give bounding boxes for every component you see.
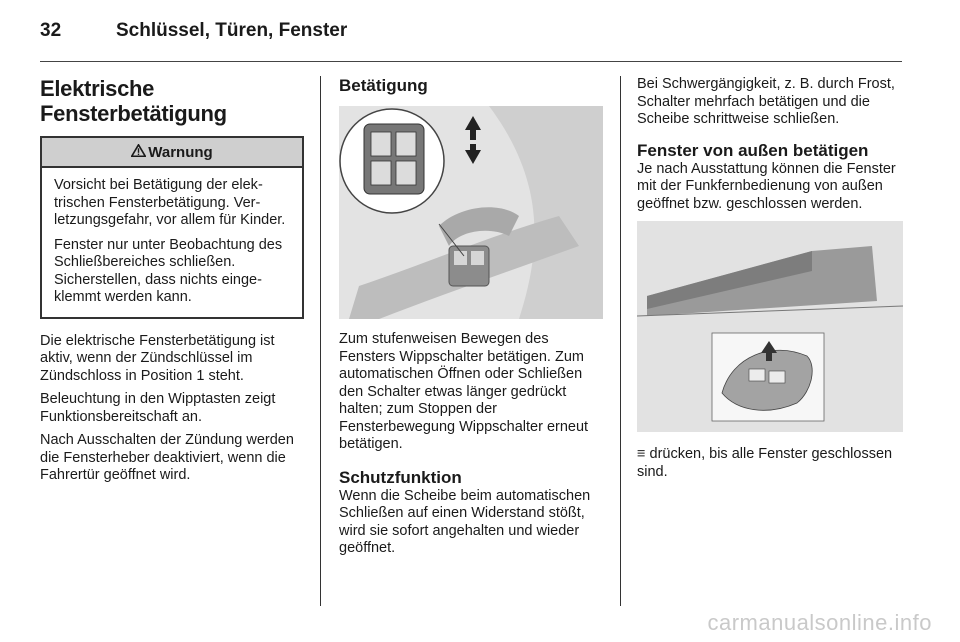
paragraph-2: Beleuchtung in den Wipptasten zeigt Funktionsbereitschaft an.: [40, 391, 276, 425]
paragraph-lock-text: drücken, bis alle Fenster geschlossen sind.: [637, 446, 893, 480]
paragraph-betaetigung: Zum stufenweisen Bewegen des Fensters Wippschalter betätigen. Zum automatischen Öffnen oder Schließen den Schalter etwas länger gedrückt halten; zum Stoppen der Fensterbewegung Wippschalter erneut betätigen.: [339, 331, 589, 452]
section-title: [40, 76, 304, 126]
column-3: [637, 76, 903, 487]
warning-text-1: Vorsicht bei Betätigung der elektrischen Fensterbetätigung. Verletzungsgefahr, vor allem für Kinder.: [54, 177, 286, 228]
paragraph-lock-button: [637, 446, 903, 481]
window-switch-illustration: [339, 106, 603, 319]
page-number: 32: [40, 20, 62, 41]
column-divider-2: [620, 76, 621, 606]
warning-label: Warnung: [148, 144, 213, 161]
section-title-line2: Fensterbetätigung: [40, 101, 227, 126]
remote-key-illustration: [637, 221, 903, 432]
subsection-title-aussen: Fenster von außen betätigen: [637, 140, 869, 160]
paragraph-schutzfunktion: Wenn die Scheibe beim automatischen Schließen auf einen Widerstand stößt, wird sie sofort angehalten und wieder geöffnet.: [339, 487, 591, 556]
chapter-title: Schlüssel, Türen, Fenster: [116, 20, 348, 41]
paragraph-schwergaengigkeit: Bei Schwergängigkeit, z. B. durch Frost, Schalter mehrfach betätigen und die Scheibe schrittweise schließen.: [637, 76, 895, 127]
watermark: carmanualsonline.info: [707, 610, 932, 635]
lock-button-symbol: ≡: [637, 446, 646, 462]
paragraph-1: Die elektrische Fensterbetätigung ist aktiv, wenn der Zündschlüssel im Zündschloss in Position 1 steht.: [40, 332, 275, 384]
column-2: [339, 76, 603, 564]
header-rule: [40, 61, 902, 62]
subsection-title-schutzfunktion: Schutzfunktion: [339, 467, 462, 487]
warning-triangle-icon: [131, 144, 146, 161]
section-title-line1: Elektrische: [40, 76, 155, 101]
column-divider-1: [320, 76, 321, 606]
page-header: [40, 20, 347, 50]
warning-header: [42, 138, 302, 168]
warning-text-2: Fenster nur unter Beobachtung des Schließbereiches schließen. Sicherstellen, dass nichts eingeklemmt werden kann.: [54, 236, 283, 305]
column-1: [40, 76, 304, 491]
paragraph-3: Nach Ausschalten der Zündung werden die Fensterheber deaktiviert, wenn die Fahrertür geöffnet wird.: [40, 432, 294, 483]
paragraph-aussen: Je nach Ausstattung können die Fenster mit der Funkfernbedienung von außen geöffnet bzw. geschlossen werden.: [637, 160, 896, 212]
subsection-title-betaetigung: Betätigung: [339, 76, 428, 95]
warning-box: [40, 136, 304, 319]
warning-body: [42, 168, 302, 317]
